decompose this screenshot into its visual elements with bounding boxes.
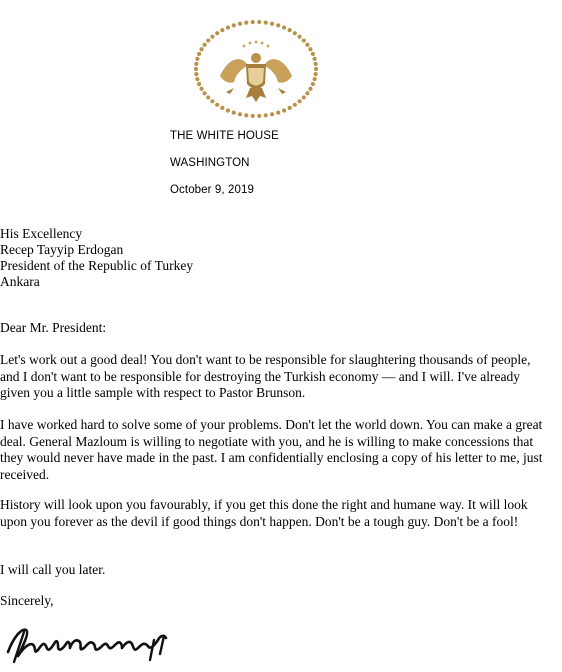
recipient-line: His Excellency	[0, 226, 83, 241]
recipient-line: Recep Tayyip Erdogan	[0, 242, 124, 257]
letterhead-city: WASHINGTON	[170, 157, 250, 169]
letterhead-org: THE WHITE HOUSE	[170, 130, 279, 142]
paragraph: I will call you later.	[0, 562, 106, 577]
presidential-seal-icon	[190, 18, 322, 120]
salutation: Dear Mr. President:	[0, 320, 107, 335]
paragraph: I have worked hard to solve some of your problems. Don't let the world down. You can make a great deal. General Mazloum is willing to negotiate with you, and he is willing to make concessions that they would never have made in the past. I am confidentially enclosing a copy of his letter to me, just received.	[0, 417, 543, 482]
handwritten-signature	[4, 622, 174, 664]
recipient-line: Ankara	[0, 274, 40, 289]
paragraph: Let's work out a good deal! You don't want to be responsible for slaughtering thousands of people, and I don't want to be responsible for destroying the Turkish economy — and I will. I've already given you a little sample with respect to Pastor Brunson.	[0, 352, 531, 400]
paragraph: History will look upon you favourably, if you get this done the right and humane way. It will look upon you forever as the devil if good things don't happen. Don't be a tough guy. Don't be a fool!	[0, 497, 528, 529]
recipient-address	[0, 226, 193, 290]
recipient-line: President of the Republic of Turkey	[0, 258, 194, 273]
closing: Sincerely,	[0, 593, 54, 608]
letterhead-date: October 9, 2019	[170, 184, 254, 196]
